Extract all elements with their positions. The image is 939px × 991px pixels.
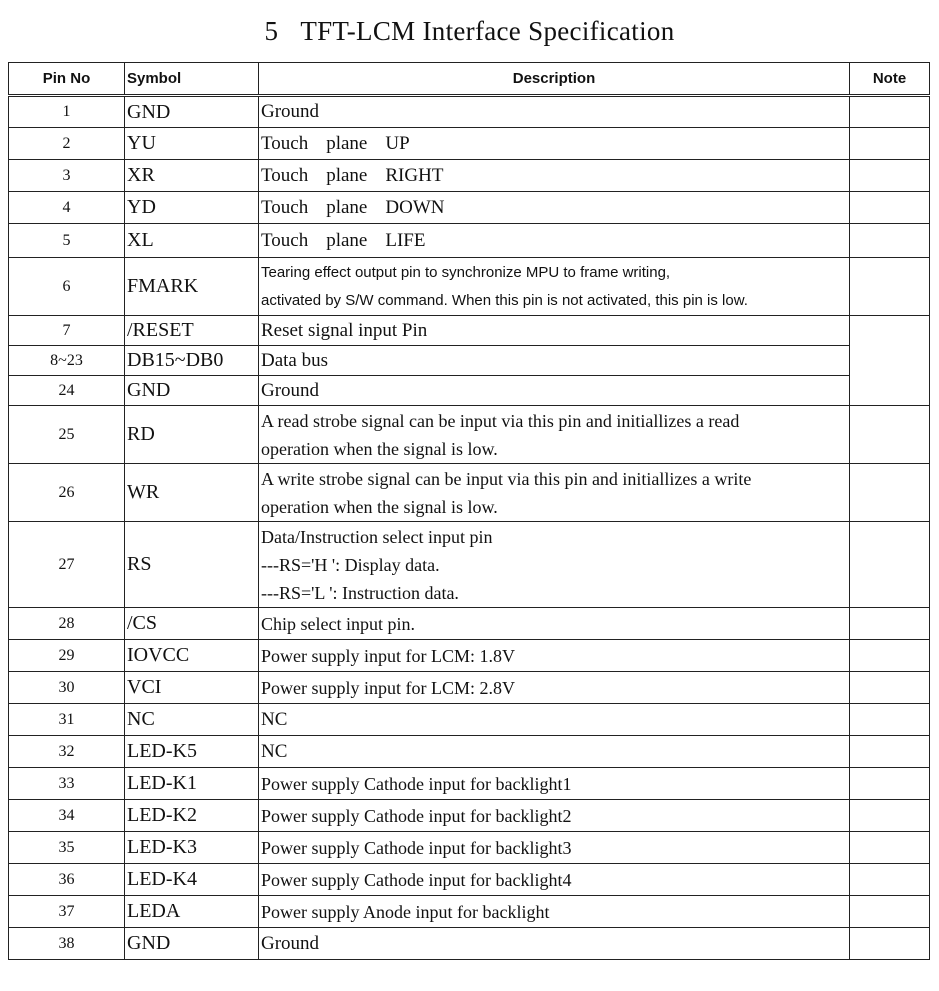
description-cell: Power supply Anode input for backlight [259,896,850,928]
description-cell [259,224,850,258]
description-cell [259,128,850,160]
pin-cell: 8~23 [9,346,125,376]
desc-word: plane [326,132,368,154]
pin-spec-table [8,62,930,960]
description-cell: Power supply Cathode input for backlight2 [259,800,850,832]
desc-line: Tearing effect output pin to synchronize MPU to frame writing, [261,263,671,281]
pin-cell: 30 [9,672,125,704]
section-number: 5 [264,16,279,46]
description-cell: Power supply input for LCM: 1.8V [259,640,850,672]
symbol-cell: LED-K5 [125,736,259,768]
pin-cell: 36 [9,864,125,896]
symbol-cell: NC [125,704,259,736]
table-row [9,258,930,316]
desc-word: DOWN [385,196,445,218]
desc-word: plane [326,164,368,186]
desc-line: ---RS='H ': Display data. [261,554,440,575]
section-title: TFT-LCM Interface Specification [300,16,675,46]
note-cell [850,832,930,864]
symbol-cell: LEDA [125,896,259,928]
table-header-row [9,63,930,96]
table-row [9,672,930,704]
description-cell: Ground [259,376,850,406]
table-row [9,800,930,832]
symbol-cell: GND [125,376,259,406]
symbol-cell: /CS [125,608,259,640]
table-row [9,192,930,224]
pin-cell: 24 [9,376,125,406]
pin-cell: 32 [9,736,125,768]
symbol-cell: LED-K1 [125,768,259,800]
header-note: Note [850,63,930,96]
desc-word: Touch [261,229,309,251]
pin-cell: 2 [9,128,125,160]
description-cell [259,522,850,608]
note-cell [850,704,930,736]
pin-cell: 37 [9,896,125,928]
desc-line: Data/Instruction select input pin [261,526,493,547]
note-cell [850,928,930,960]
note-cell [850,608,930,640]
desc-line: A read strobe signal can be input via this pin and initiallizes a read [261,410,740,431]
desc-word: RIGHT [385,164,444,186]
table-row [9,128,930,160]
pin-cell: 27 [9,522,125,608]
desc-word: plane [326,196,368,218]
pin-cell: 29 [9,640,125,672]
pin-cell: 35 [9,832,125,864]
description-cell: Chip select input pin. [259,608,850,640]
pin-cell: 31 [9,704,125,736]
desc-word: Touch [261,196,309,218]
table-row [9,640,930,672]
note-cell [850,128,930,160]
note-cell [850,522,930,608]
symbol-cell: LED-K2 [125,800,259,832]
table-row [9,522,930,608]
table-row [9,704,930,736]
description-cell [259,160,850,192]
desc-word: UP [385,132,410,154]
desc-word: LIFE [385,229,426,251]
description-cell: Ground [259,96,850,128]
symbol-cell: FMARK [125,258,259,316]
table-row [9,864,930,896]
table-row [9,406,930,464]
description-cell: Data bus [259,346,850,376]
desc-word: Touch [261,132,309,154]
note-cell [850,96,930,128]
table-row [9,832,930,864]
note-cell [850,800,930,832]
table-row [9,96,930,128]
symbol-cell: LED-K4 [125,864,259,896]
pin-cell: 4 [9,192,125,224]
desc-line: activated by S/W command. When this pin is not activated, this pin is low. [261,291,748,309]
desc-word: plane [326,229,368,251]
pin-cell: 28 [9,608,125,640]
description-cell [259,464,850,522]
note-cell [850,464,930,522]
symbol-cell: RD [125,406,259,464]
description-cell: Reset signal input Pin [259,316,850,346]
symbol-cell: GND [125,96,259,128]
description-cell: Power supply Cathode input for backlight3 [259,832,850,864]
description-cell: Power supply Cathode input for backlight4 [259,864,850,896]
symbol-cell: YU [125,128,259,160]
table-row [9,224,930,258]
desc-line: A write strobe signal can be input via this pin and initiallizes a write [261,468,752,489]
note-cell [850,736,930,768]
description-cell [259,406,850,464]
table-row [9,768,930,800]
table-row [9,464,930,522]
symbol-cell: VCI [125,672,259,704]
pin-cell: 6 [9,258,125,316]
note-cell [850,768,930,800]
description-cell: NC [259,736,850,768]
symbol-cell: YD [125,192,259,224]
symbol-cell: DB15~DB0 [125,346,259,376]
table-row [9,346,930,376]
header-symbol: Symbol [125,63,259,96]
symbol-cell: XR [125,160,259,192]
pin-cell: 25 [9,406,125,464]
page-title [0,16,939,47]
symbol-cell: GND [125,928,259,960]
note-cell [850,258,930,316]
description-cell: NC [259,704,850,736]
symbol-cell: WR [125,464,259,522]
table-row [9,896,930,928]
note-cell [850,160,930,192]
pin-cell: 1 [9,96,125,128]
description-cell [259,192,850,224]
table-row [9,608,930,640]
desc-line: operation when the signal is low. [261,438,498,459]
pin-cell: 34 [9,800,125,832]
description-cell: Ground [259,928,850,960]
table-row [9,160,930,192]
note-cell [850,316,930,406]
pin-cell: 26 [9,464,125,522]
description-cell: Power supply input for LCM: 2.8V [259,672,850,704]
note-cell [850,896,930,928]
note-cell [850,672,930,704]
symbol-cell: IOVCC [125,640,259,672]
desc-word: Touch [261,164,309,186]
note-cell [850,406,930,464]
symbol-cell: /RESET [125,316,259,346]
note-cell [850,224,930,258]
pin-cell: 38 [9,928,125,960]
description-cell [259,258,850,316]
pin-cell: 7 [9,316,125,346]
table-row [9,376,930,406]
pin-cell: 33 [9,768,125,800]
desc-line: operation when the signal is low. [261,496,498,517]
header-description: Description [259,63,850,96]
desc-line: ---RS='L ': Instruction data. [261,582,459,603]
description-cell: Power supply Cathode input for backlight1 [259,768,850,800]
note-cell [850,640,930,672]
table-row [9,316,930,346]
table-row [9,736,930,768]
pin-cell: 5 [9,224,125,258]
pin-cell: 3 [9,160,125,192]
note-cell [850,864,930,896]
note-cell [850,192,930,224]
symbol-cell: RS [125,522,259,608]
symbol-cell: XL [125,224,259,258]
header-pin: Pin No [9,63,125,96]
table-row [9,928,930,960]
symbol-cell: LED-K3 [125,832,259,864]
